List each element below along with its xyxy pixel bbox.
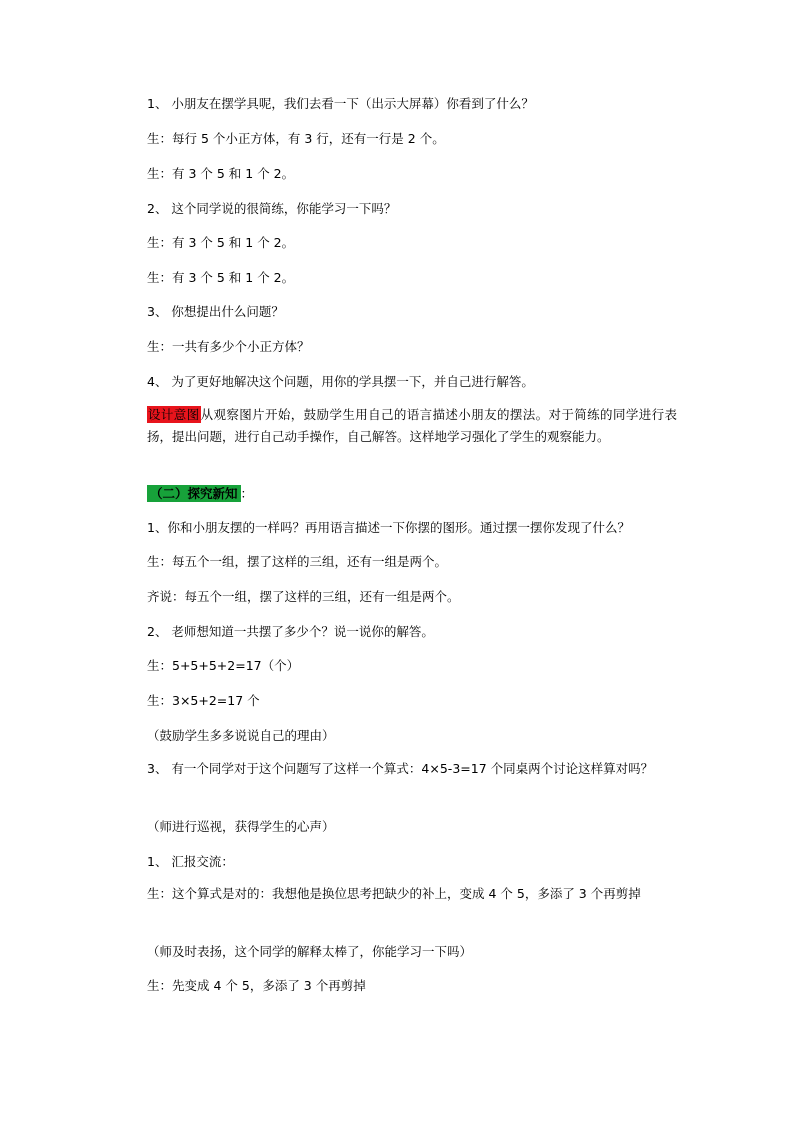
question-item: 2、 老师想知道一共摆了多少个？说一说你的解答。 [147, 624, 434, 639]
teacher-note: （师进行巡视，获得学生的心声） [147, 819, 335, 834]
design-intent-label: 设计意图 [148, 407, 200, 422]
chorus-answer: 齐说：每五个一组，摆了这样的三组，还有一组是两个。 [147, 589, 460, 604]
student-answer: 生：有 3 个 5 和 1 个 2。 [147, 166, 295, 181]
student-answer: 生：有 3 个 5 和 1 个 2。 [147, 270, 295, 285]
student-answer: 生：有 3 个 5 和 1 个 2。 [147, 235, 295, 250]
section-title: （二）探究新知 [147, 485, 241, 502]
question-item-3: 3、 有一个同学对于这个问题写了这样一个算式：4×5-3=17 个同桌两个讨论这样算对吗？ [147, 761, 654, 776]
student-answer: 生：先变成 4 个 5，多添了 3 个再剪掉 [147, 978, 366, 993]
section-title-suffix: ： [240, 486, 254, 501]
question-2: 2、 这个同学说的很简练，你能学习一下吗？ [147, 201, 397, 216]
question-item: 1、你和小朋友摆的一样吗？再用语言描述一下你摆的图形。通过摆一摆你发现了什么？ [147, 520, 630, 535]
student-answer: 生：3×5+2=17 个 [147, 693, 260, 708]
student-answer: 生：一共有多少个小正方体？ [147, 339, 310, 354]
section-heading [147, 484, 677, 504]
student-answer: 生：每行 5 个小正方体，有 3 行，还有一行是 2 个。 [147, 131, 445, 146]
student-explanation: 生：这个算式是对的：我想他是换位思考把缺少的补上，变成 4 个 5，多添了 3 个再剪掉 [147, 886, 641, 901]
design-intent-paragraph [147, 404, 677, 448]
design-intent-text: 从观察图片开始，鼓励学生用自己的语言描述小朋友的摆法。对于简练的同学进行表扬，提出问题，进行自己动手操作，自己解答。这样地学习强化了学生的观察能力。 [147, 407, 677, 444]
report-heading: 1、 汇报交流： [147, 854, 234, 869]
student-answer: 生：每五个一组，摆了这样的三组，还有一组是两个。 [147, 554, 448, 569]
question-1: 1、 小朋友在摆学具呢，我们去看一下（出示大屏幕）你看到了什么？ [147, 96, 534, 111]
question-4: 4、 为了更好地解决这个问题，用你的学具摆一下，并自己进行解答。 [147, 374, 534, 389]
student-answer: 生：5+5+5+2=17（个） [147, 658, 300, 673]
teacher-note: （鼓励学生多多说说自己的理由） [147, 728, 335, 743]
question-3: 3、 你想提出什么问题？ [147, 304, 284, 319]
teacher-note: （师及时表扬，这个同学的解释太棒了，你能学习一下吗） [147, 944, 473, 959]
